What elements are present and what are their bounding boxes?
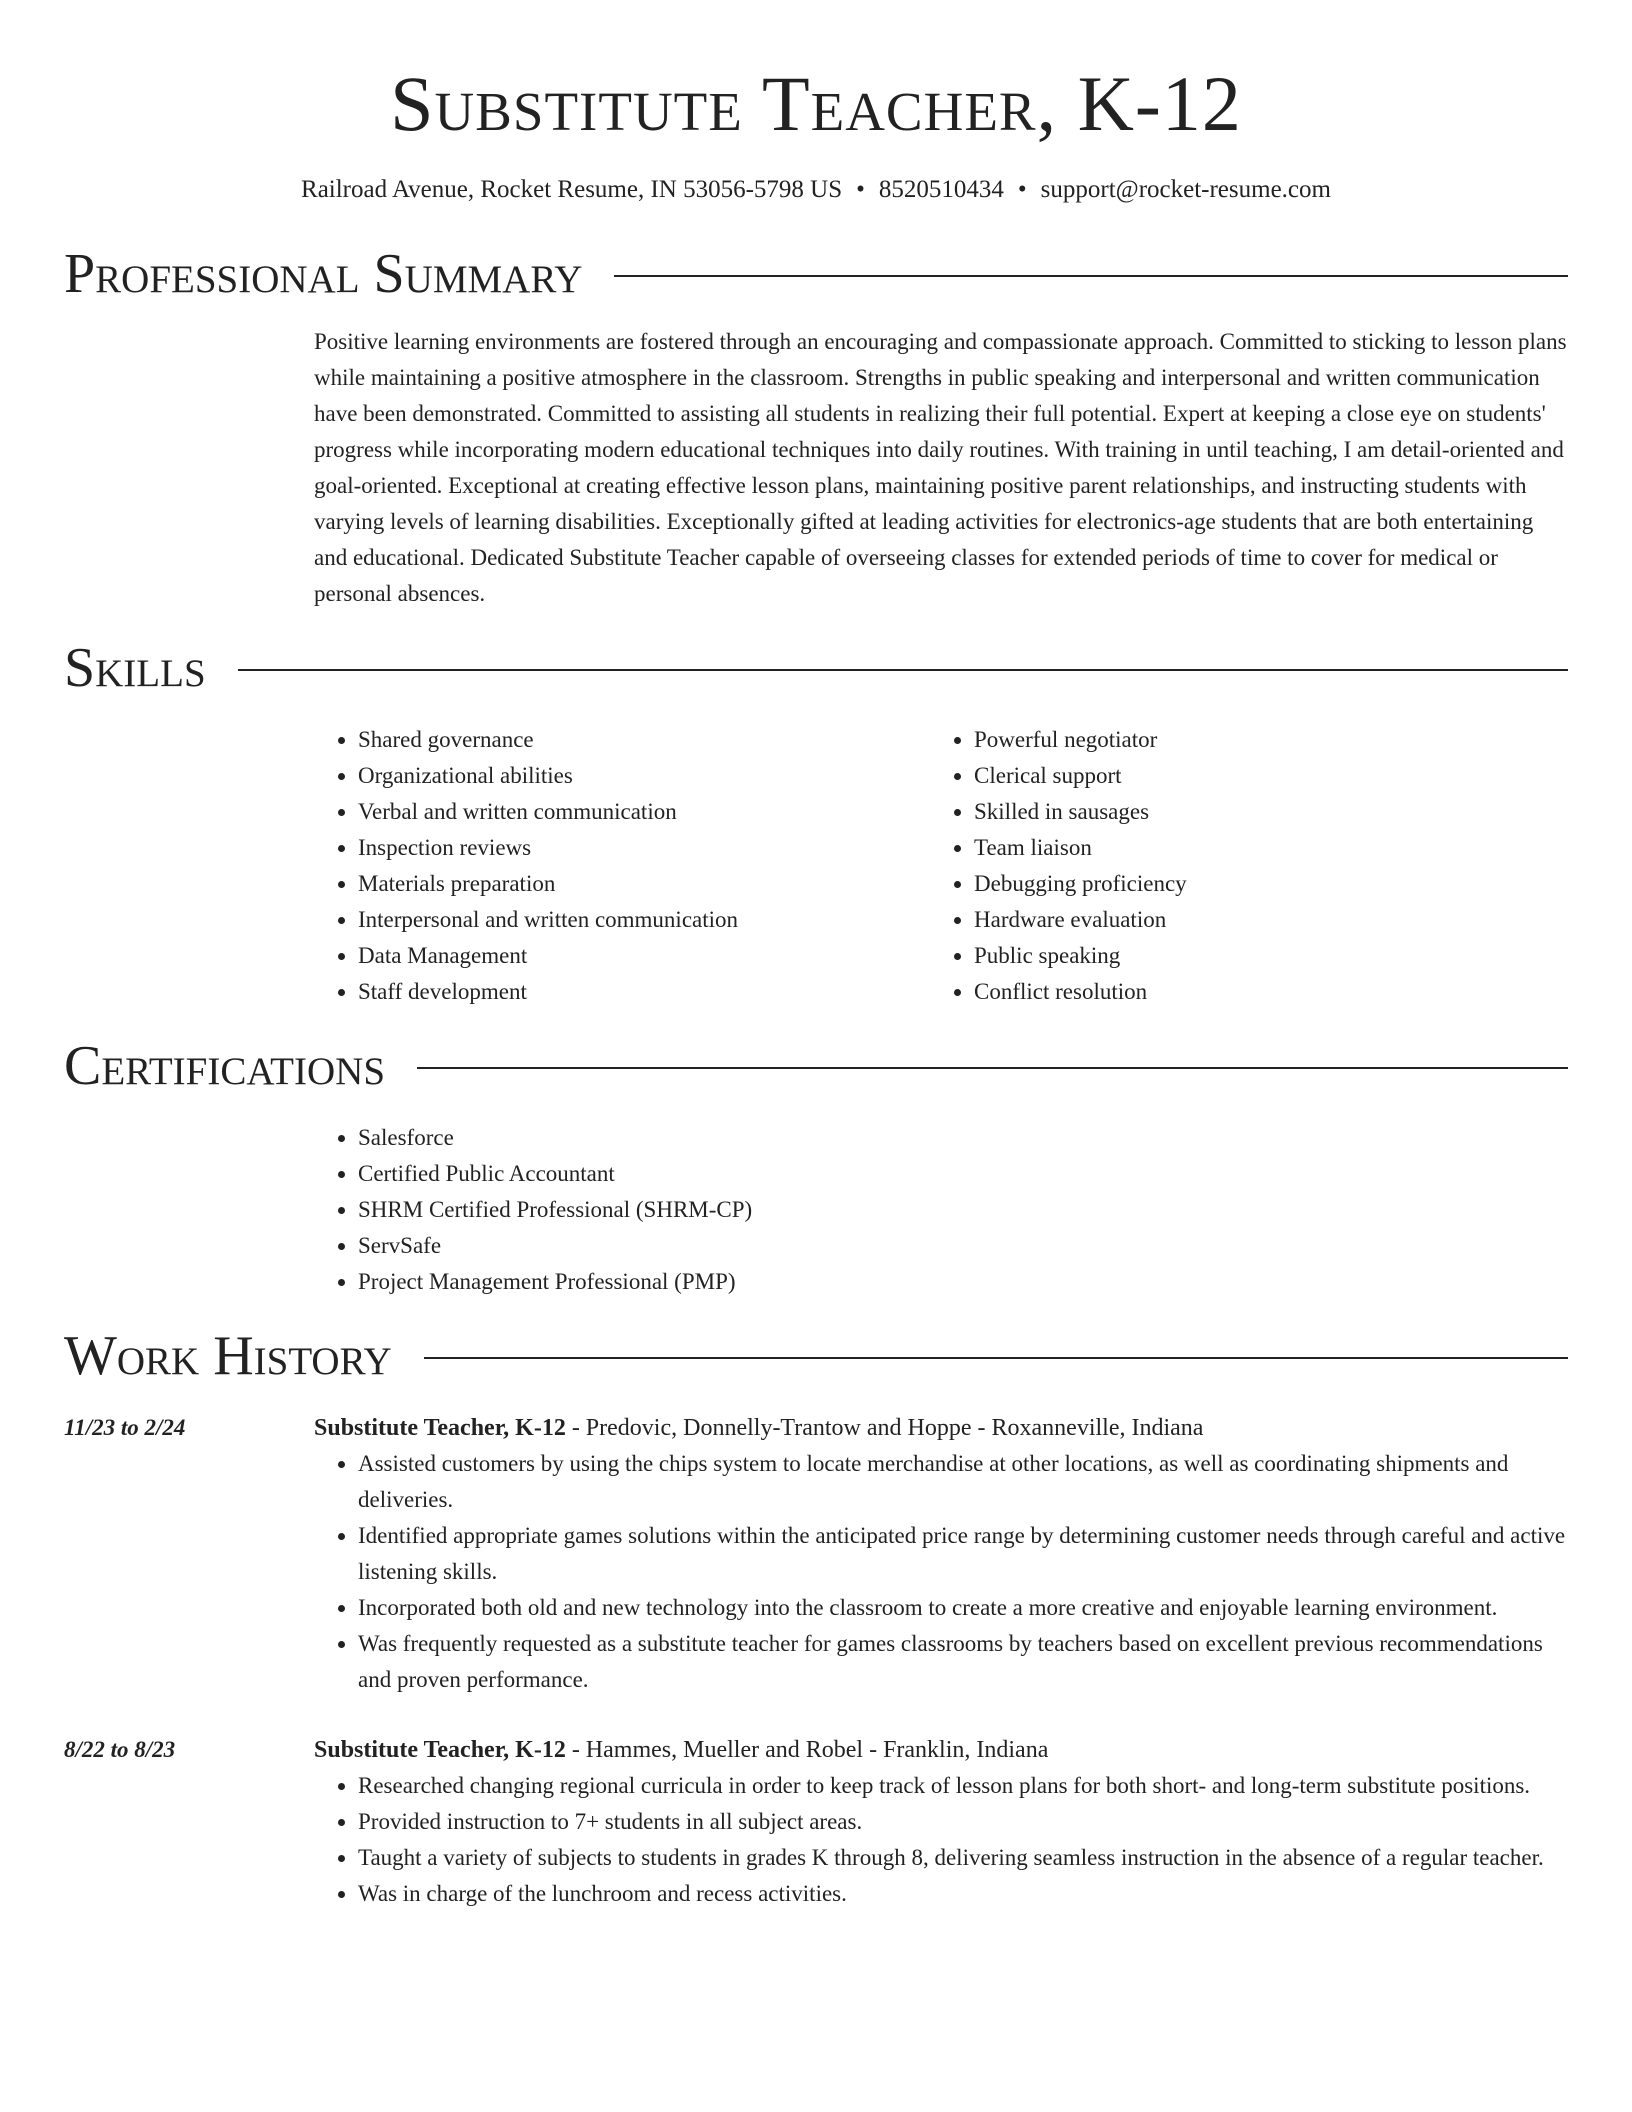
skill-item: • Debugging proficiency <box>974 866 1546 902</box>
job-dates: 11/23 to 2/24 <box>64 1415 186 1440</box>
job-title: Substitute Teacher, K-12 <box>314 1415 566 1441</box>
job-duty-item: • Assisted customers by using the chips system to locate merchandise at other locations, as well as coordinating shipments and deliveries. <box>358 1446 1568 1518</box>
contact-separator: • <box>1017 176 1027 203</box>
job-duty-item: • Researched changing regional curricula in order to keep track of lesson plans for both short- and long-term substitute positions. <box>358 1768 1568 1804</box>
job-duty-item: • Identified appropriate games solutions within the anticipated price range by determining customer needs through careful and active listening skills. <box>358 1518 1568 1590</box>
section-divider <box>238 669 1568 671</box>
skills-list-right <box>930 722 1546 1010</box>
skill-item: • Team liaison <box>974 830 1546 866</box>
skill-item: • Hardware evaluation <box>974 902 1546 938</box>
certifications-body <box>314 1120 1568 1300</box>
skills-section-heading <box>64 636 1568 700</box>
job-main <box>314 1732 1568 1912</box>
job-duty-item: • Taught a variety of subjects to students in grades K through 8, delivering seamless instruction in the absence of a regular teacher. <box>358 1840 1568 1876</box>
certifications-heading: Certifications <box>64 1035 386 1097</box>
job-duty-item: • Was in charge of the lunchroom and recess activities. <box>358 1876 1568 1912</box>
certification-item: • Salesforce <box>358 1120 1568 1156</box>
skill-item: • Data Management <box>358 938 930 974</box>
job-entry <box>64 1732 1568 1912</box>
skill-item: • Conflict resolution <box>974 974 1546 1010</box>
job-title: Substitute Teacher, K-12 <box>314 1737 566 1763</box>
job-duties-list <box>314 1768 1568 1912</box>
skill-item: • Shared governance <box>358 722 930 758</box>
skill-item: • Interpersonal and written communication <box>358 902 930 938</box>
job-employer-location: - Hammes, Mueller and Robel - Franklin, Indiana <box>565 1737 1049 1763</box>
skill-item: • Skilled in sausages <box>974 794 1546 830</box>
contact-separator: • <box>856 176 865 203</box>
certifications-section-heading <box>64 1034 1568 1098</box>
job-entry <box>64 1410 1568 1698</box>
skill-item: • Materials preparation <box>358 866 930 902</box>
summary-text: Positive learning environments are fostered through an encouraging and compassionate approach. Committed to sticking to lesson plans while maintaining a positive atmosphere in the classroom. Strengths in public speaking and interpersonal and written communication have been demonstrated. Committed to assisting all students in realizing their full potential. Expert at keeping a close eye on students' progress while incorporating modern educational techniques into daily routines. With training in until teaching, I am detail-oriented and goal-oriented. Exceptional at creating effective lesson plans, maintaining positive parent relationships, and instructing students with varying levels of learning disabilities. Exceptionally gifted at leading activities for electronics-age students that are both entertaining and educational. Dedicated Substitute Teacher capable of overseeing classes for extended periods of time to cover for medical or personal absences. <box>314 329 1567 606</box>
skill-item: • Verbal and written communication <box>358 794 930 830</box>
skills-body <box>314 722 1568 1010</box>
skill-item: • Staff development <box>358 974 930 1010</box>
certification-item: • Project Management Professional (PMP) <box>358 1264 1568 1300</box>
job-duty-item: • Was frequently requested as a substitute teacher for games classrooms by teachers based on excellent previous recommendations and proven performance. <box>358 1626 1568 1698</box>
certification-item: • SHRM Certified Professional (SHRM-CP) <box>358 1192 1568 1228</box>
skills-column-right <box>930 722 1546 1010</box>
job-header <box>314 1732 1568 1768</box>
contact-email[interactable]: support@rocket-resume.com <box>1040 176 1331 203</box>
section-divider <box>424 1357 1568 1359</box>
skills-list-left <box>314 722 930 1010</box>
skills-column-left <box>314 722 930 1010</box>
job-duty-item: • Incorporated both old and new technology into the classroom to create a more creative and enjoyable learning environment. <box>358 1590 1568 1626</box>
work-history-heading: Work History <box>64 1325 392 1387</box>
job-employer-location: - Predovic, Donnelly-Trantow and Hoppe - Roxanneville, Indiana <box>565 1415 1204 1441</box>
certifications-list <box>314 1120 1568 1300</box>
resume-page <box>64 0 1568 1912</box>
summary-section-heading <box>64 242 1568 306</box>
skill-item: • Powerful negotiator <box>974 722 1546 758</box>
work-history-section-heading <box>64 1324 1568 1388</box>
skill-item: • Organizational abilities <box>358 758 930 794</box>
job-main <box>314 1410 1568 1698</box>
contact-phone: 8520510434 <box>878 176 1004 203</box>
resume-title: Substitute Teacher, K-12 <box>390 60 1242 147</box>
summary-body <box>314 324 1568 612</box>
certification-item: • ServSafe <box>358 1228 1568 1264</box>
contact-address: Railroad Avenue, Rocket Resume, IN 53056-5798 US <box>301 176 843 203</box>
certification-item: • Certified Public Accountant <box>358 1156 1568 1192</box>
job-duty-item: • Provided instruction to 7+ students in all subject areas. <box>358 1804 1568 1840</box>
skills-heading: Skills <box>64 637 206 699</box>
skill-item: • Public speaking <box>974 938 1546 974</box>
summary-heading: Professional Summary <box>64 243 583 305</box>
section-divider <box>417 1067 1568 1069</box>
job-duties-list <box>314 1446 1568 1698</box>
job-header <box>314 1410 1568 1446</box>
job-dates: 8/22 to 8/23 <box>64 1737 176 1762</box>
contact-line <box>64 174 1568 206</box>
skill-item: • Inspection reviews <box>358 830 930 866</box>
section-divider <box>614 275 1568 277</box>
skill-item: • Clerical support <box>974 758 1546 794</box>
